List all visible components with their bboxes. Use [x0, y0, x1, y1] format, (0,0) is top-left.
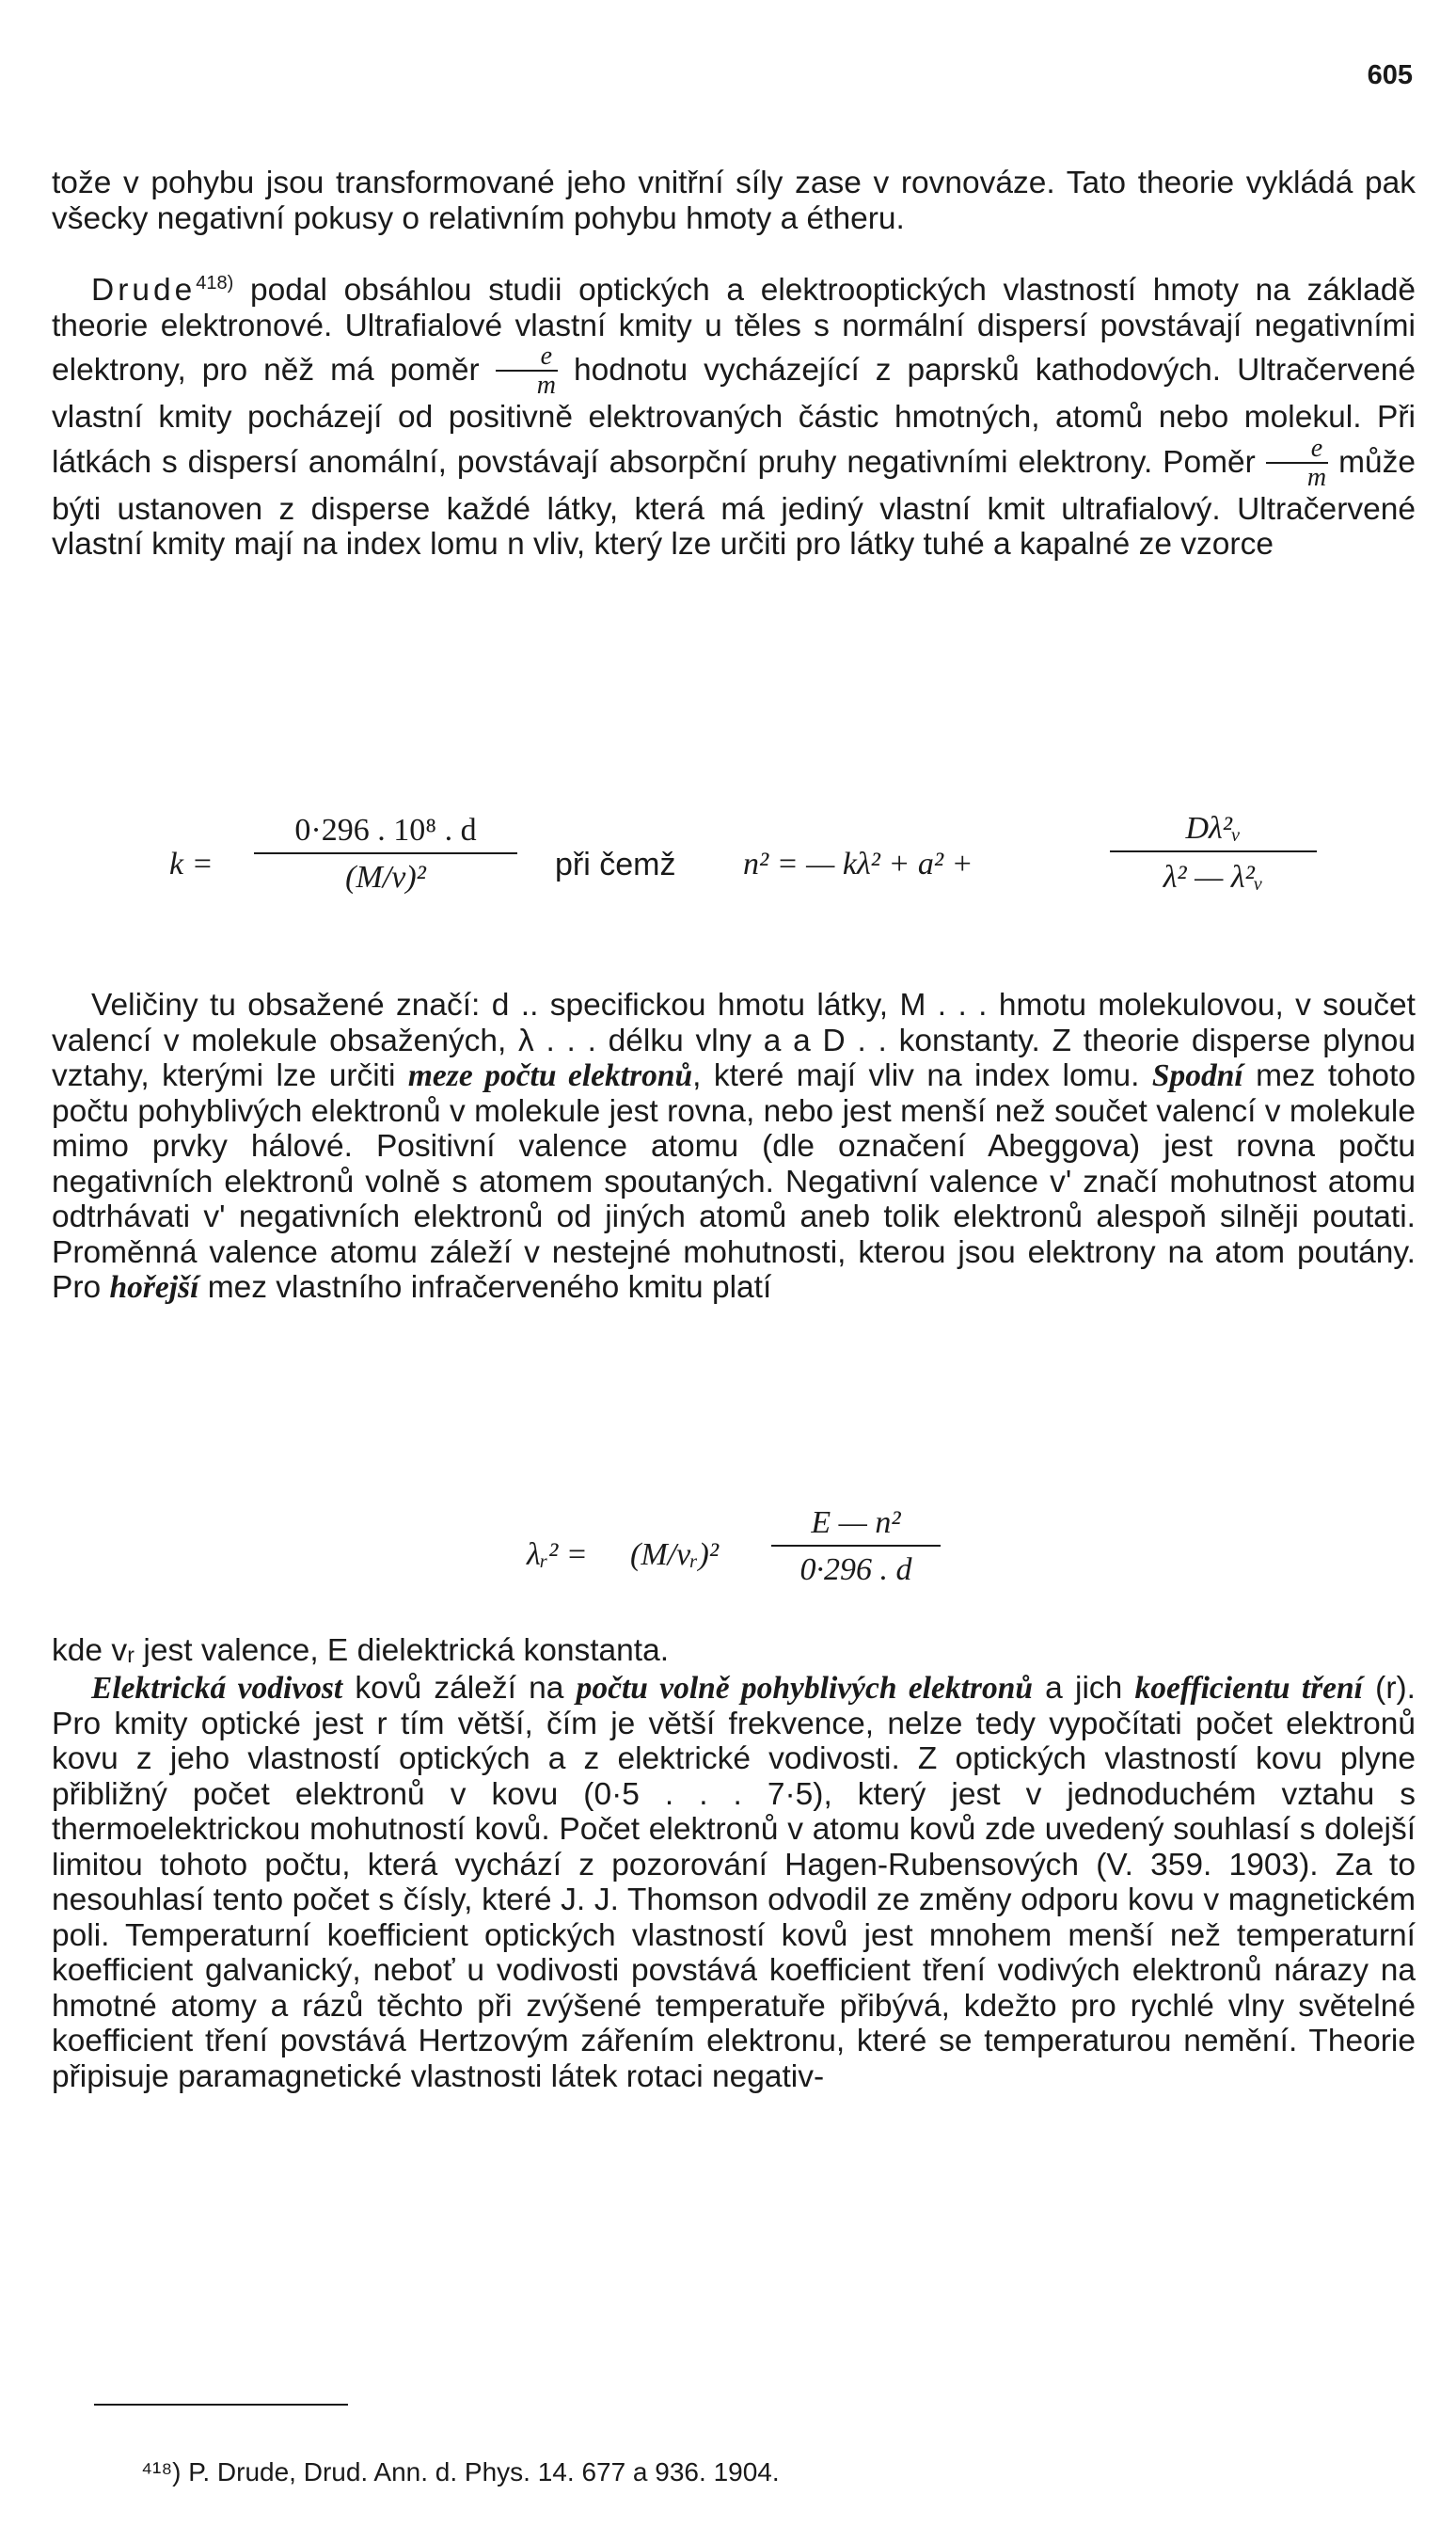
emphasis: meze počtu elektronů	[407, 1058, 693, 1093]
text-run: může býti ustanoven z disperse každé látky, která má jediný vlastní kmit ultrafialový. Ultračervené vlastní kmity mají na index lomu n vliv, který lze určiti pro látky tuhé a kapalné ze vzorce	[52, 444, 1416, 562]
footnote-ref: 418)	[196, 273, 234, 294]
paragraph-text	[52, 1671, 1416, 2094]
frac-den: m	[1306, 462, 1327, 492]
text-run: Veličiny tu obsažené značí: d .. specifickou hmotu látky, M . . . hmotu molekulovou, v součet valencí v molekule obsažených, λ . . . délku vlny a a D . . konstanty. Z theorie disperse plynou vztahy, kterými lze určiti	[52, 988, 1416, 1093]
fraction-e-over-m-2	[1266, 433, 1328, 492]
paragraph-5	[52, 1671, 1416, 2094]
text-run: a jich	[1032, 1671, 1135, 1706]
eq-lhs: k =	[169, 847, 214, 882]
text-run: (r). Pro kmity optické jest r tím větší, čím je větší frekvence, nelze tedy vypočítati počet elektronů kovu z jeho vlastností optických a z elektrické vodivosti. Z optických vlastností kovu plyne přibližný počet elektronů v kovu (0·5 . . . 7·5), který jest v jednoduchém vztahu s thermoelektrickou mohutností kovů. Počet elektronů v atomu kovů zde uvedený souhlasí s dolejší limitou tohoto počtu, která vychází z pozorování Hagen-Rubensových (V. 359. 1903). Za to nesouhlasí tento počet s čísly, které J. J. Thomson odvodil ze změny odporu kovu v magnetickém poli. Temperaturní koefficient optických vlastností kovů jest mnohem menší než temperaturní koefficient galvanický, neboť u vodivosti povstává koefficient tření vodivých elektronů nárazy na hmotné atomy a rázů těchto při zvýšené temperatuře přibývá, kdežto pro rychlé vlny světelné koefficient tření povstává Hertzovým zářením elektronu, které se temperaturou nemění. Theorie připisuje paramagnetické vlastnosti látek rotaci negativ-	[52, 1671, 1416, 2094]
paragraph-3	[52, 988, 1416, 1306]
emphasis: Elektrická vodivost	[91, 1671, 343, 1706]
text-run: , které mají vliv na index lomu.	[692, 1058, 1152, 1093]
text-run: kovů záleží na	[342, 1671, 577, 1706]
paragraph-text: tože v pohybu jsou transformované jeho vnitřní síly zase v rovnováze. Tato theorie vykládá pak všecky negativní pokusy o relativním pohybu hmoty a étheru.	[52, 166, 1416, 236]
eq-numerator: 0·296 . 10⁸ . d	[254, 813, 517, 854]
eq-denominator: (M/v)²	[345, 860, 426, 895]
paragraph-2	[52, 273, 1416, 563]
text-run: mez vlastního infračerveného kmitu platí	[198, 1270, 772, 1305]
emphasis: Spodní	[1151, 1058, 1243, 1093]
paragraph-text	[52, 988, 1416, 1306]
paragraph-4	[52, 1633, 1416, 1669]
eq-denominator-2: λ² — λ²ᵥ	[1163, 860, 1264, 895]
fraction-e-over-m	[496, 343, 558, 400]
equation-2	[527, 1505, 1091, 1609]
eq-text: při čemž	[555, 847, 676, 882]
emphasis: koefficientu tření	[1134, 1671, 1363, 1706]
equation-1	[169, 802, 1373, 943]
page-number: 605	[1367, 60, 1413, 90]
eq-numerator: E — n²	[771, 1505, 941, 1547]
paragraph-1	[52, 166, 1416, 236]
text-run: podal obsáhlou studii optických a elektrooptických vlastností hmoty na základě theorie elektronové. Ultrafialové vlastní kmity u těles s normální dispersí povstávají negativními elektrony, pro něž má poměr	[52, 273, 1416, 388]
footnote: ⁴¹⁸) P. Drude, Drud. Ann. d. Phys. 14. 677 a 936. 1904.	[141, 2457, 780, 2486]
text-run: hodnotu vycházející z paprsků kathodových. Ultračervené vlastní kmity pocházejí od positivně elektrovaných částic hmotných, atomů nebo molekul. Při látkách s dispersí anomální, povstávají absorpční pruhy negativními elektrony. Poměr	[52, 352, 1416, 480]
paragraph-text	[52, 273, 1416, 563]
eq-lhs: λᵣ² =	[527, 1537, 588, 1572]
frac-den: m	[536, 371, 556, 400]
paragraph-text: kde vᵣ jest valence, E dielektrická konstanta.	[52, 1633, 670, 1668]
eq-rhs: n² = — kλ² + a² +	[743, 847, 973, 882]
footnote-divider	[94, 2404, 348, 2406]
eq-numerator-2: Dλ²ᵥ	[1110, 811, 1317, 852]
author-name: Drude	[91, 273, 197, 308]
frac-num: e	[496, 343, 558, 372]
eq-paren: (M/vᵣ)²	[630, 1537, 720, 1572]
frac-num: e	[1266, 436, 1328, 464]
eq-denominator: 0·296 . d	[799, 1552, 912, 1587]
emphasis: hořejší	[109, 1270, 199, 1305]
emphasis: počtu volně pohyblivých elektronů	[576, 1671, 1033, 1706]
text-run: mez tohoto počtu pohyblivých elektronů v molekule jest rovna, nebo jest menší než součet valencí v molekule mimo prvky hálové. Positivní valence atomu (dle označení Abeggova) jest rovna počtu negativních elektronů volně s atomem spoutaných. Negativní valence v' značí mohutnost atomu odtrhávati v' negativních elektronů od jiných atomů aneb tolik elektronů alespoň silněji poutati. Proměnná valence atomu záleží v nestejné mohutnosti, kterou jsou elektrony na atom poutány. Pro	[52, 1058, 1416, 1305]
